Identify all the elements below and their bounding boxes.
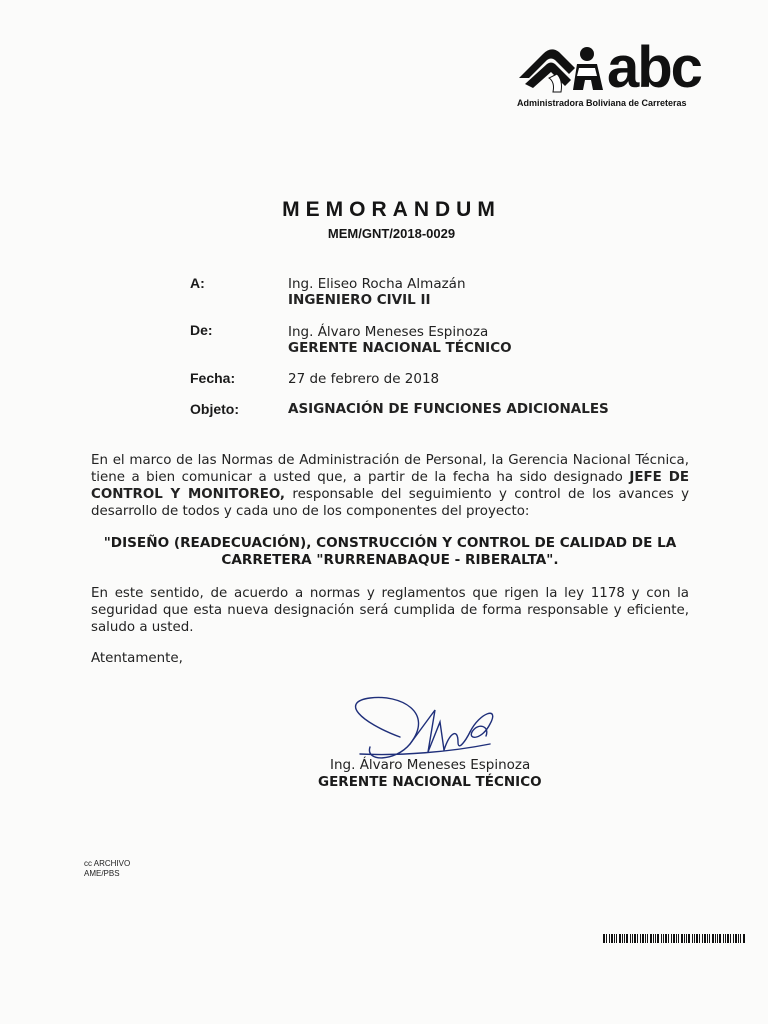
barcode-bar <box>673 934 675 943</box>
barcode-bar <box>692 934 693 943</box>
barcode-bar <box>696 934 698 943</box>
barcode-bar <box>626 934 628 943</box>
barcode-bar <box>653 934 654 943</box>
barcode-bar <box>719 934 721 943</box>
barcode-bar <box>630 934 631 943</box>
barcode-bar <box>709 934 710 943</box>
project-line-1: "DISEÑO (READECUACIÓN), CONSTRUCCIÓN Y CONTROL DE CALIDAD DE LA <box>103 535 677 551</box>
barcode-bar <box>611 934 613 943</box>
body-text: responsable del seguimiento y control de los avances y desarrollo de todos y cada uno de los componentes del proyecto: <box>91 487 689 519</box>
barcode-bar <box>640 934 641 943</box>
abc-logo <box>517 35 717 114</box>
body-text: En el marco de las Normas de Administración de Personal, la Gerencia Nacional Técnica, tiene a bien comunicar a usted que, a partir de la fecha ha sido designado <box>91 453 689 485</box>
from-label: De: <box>190 322 213 338</box>
barcode-bar <box>738 934 739 943</box>
barcode-bar <box>725 934 726 943</box>
barcode-bar <box>727 934 729 943</box>
date-value: 27 de febrero de 2018 <box>288 371 440 387</box>
subject-label: Objeto: <box>190 401 239 417</box>
barcode-bar <box>668 934 669 943</box>
logo-wordmark: abc <box>607 35 701 100</box>
closing: Atentamente, <box>91 651 183 666</box>
barcode-bar <box>665 934 667 943</box>
memo-code: MEM/GNT/2018-0029 <box>327 226 456 241</box>
barcode-bar <box>655 934 656 943</box>
barcode-bar <box>650 934 652 943</box>
barcode-bar <box>645 934 646 943</box>
cc-line-1: cc ARCHIVO <box>84 859 131 868</box>
to-label: A: <box>190 275 205 291</box>
barcode-bar <box>647 934 648 943</box>
signer-name: Ing. Álvaro Meneses Espinoza <box>330 757 531 773</box>
barcode-bar <box>702 934 703 943</box>
barcode-bar <box>740 934 741 943</box>
barcode-bar <box>634 934 636 943</box>
designation-text: JEFE DE CONTROL Y MONITOREO, <box>91 470 689 502</box>
barcode-bar <box>606 934 607 943</box>
project-line-2: CARRETERA "RURRENABAQUE - RIBERALTA". <box>221 552 559 568</box>
barcode-bar <box>632 934 633 943</box>
body-paragraph-2: En este sentido, de acuerdo a normas y reglamentos que rigen la ley 1178 y con la seguridad que esta nueva designación será cumplida de forma responsable y eficiente, saludo a usted. <box>91 586 689 635</box>
barcode-bar <box>603 934 605 943</box>
barcode-bar <box>694 934 695 943</box>
barcode-bar <box>671 934 672 943</box>
barcode-bar <box>704 934 706 943</box>
barcode-bar <box>614 934 615 943</box>
barcode-bar <box>699 934 700 943</box>
barcode-bar <box>624 934 625 943</box>
barcode-bar <box>715 934 716 943</box>
barcode-bar <box>642 934 644 943</box>
barcode-bar <box>686 934 687 943</box>
barcode-bar <box>717 934 718 943</box>
barcode-bar <box>678 934 679 943</box>
barcode-bar <box>707 934 708 943</box>
barcode-bar <box>609 934 610 943</box>
barcode-bar <box>684 934 685 943</box>
barcode-bar <box>657 934 659 943</box>
barcode-bar <box>661 934 662 943</box>
barcode-bar <box>735 934 737 943</box>
barcode <box>603 934 746 943</box>
barcode-bar <box>733 934 734 943</box>
signer-title: GERENTE NACIONAL TÉCNICO <box>318 774 542 790</box>
barcode-bar <box>622 934 623 943</box>
barcode-bar <box>730 934 731 943</box>
barcode-bar <box>712 934 714 943</box>
date-label: Fecha: <box>190 370 236 386</box>
barcode-bar <box>723 934 724 943</box>
body-paragraph-1 <box>91 452 689 520</box>
barcode-bar <box>616 934 617 943</box>
subject-value: ASIGNACIÓN DE FUNCIONES ADICIONALES <box>288 401 609 417</box>
to-role: INGENIERO CIVIL II <box>288 292 431 308</box>
to-name: Ing. Eliseo Rocha Almazán <box>288 276 466 292</box>
from-name: Ing. Álvaro Meneses Espinoza <box>288 324 489 340</box>
barcode-bar <box>637 934 638 943</box>
barcode-bar <box>681 934 683 943</box>
cc-line-2: AME/PBS <box>84 869 120 878</box>
road-mountain-icon <box>517 40 612 98</box>
from-role: GERENTE NACIONAL TÉCNICO <box>288 340 512 356</box>
barcode-bar <box>743 934 745 943</box>
barcode-bar <box>619 934 621 943</box>
barcode-bar <box>676 934 677 943</box>
barcode-bar <box>663 934 664 943</box>
barcode-bar <box>688 934 690 943</box>
project-name <box>91 535 689 569</box>
logo-tagline: Administradora Boliviana de Carreteras <box>517 98 687 108</box>
memo-title: MEMORANDUM <box>282 198 501 221</box>
